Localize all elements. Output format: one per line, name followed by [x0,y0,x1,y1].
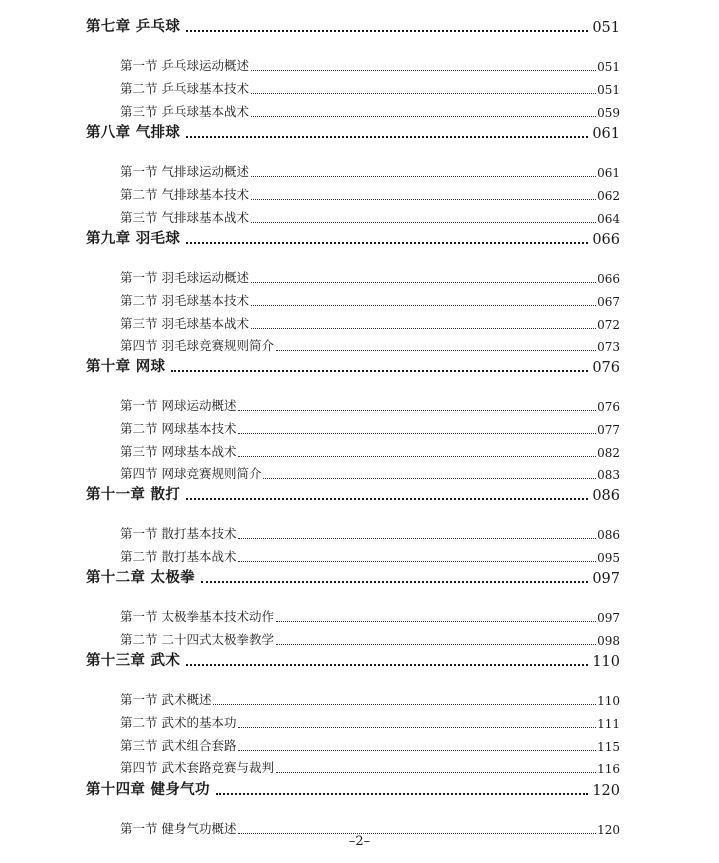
chapter-page-number: 051 [592,20,620,36]
chapter-title: 第八章 气排球 [86,125,181,141]
section-title: 第三节 武术组合套路 [120,737,237,753]
section-page-number: 073 [597,340,620,355]
section-page-number: 086 [597,528,620,542]
section-page-number: 120 [597,823,620,837]
section-entry [120,102,620,120]
section-page-number: 051 [597,60,620,74]
section-page-number: 059 [597,105,620,120]
dot-leader [201,581,588,583]
dot-leader [251,93,596,94]
chapter-page-number: 086 [592,488,620,504]
dot-leader [251,282,596,283]
section-title: 第一节 散打基本技术 [120,526,237,541]
dot-leader [238,727,596,728]
section-entry [120,79,620,97]
chapter-page-number: 110 [592,654,620,670]
chapter-entry [86,352,620,376]
section-entry [120,758,620,776]
section-entry [120,442,620,460]
dot-leader [251,70,596,71]
chapter-entry [86,118,620,142]
dot-leader [186,136,588,138]
section-title: 第二节 武术的基本功 [120,714,237,730]
chapter-page-number: 066 [592,232,620,248]
dot-leader [186,664,588,666]
chapter-entry [86,646,620,670]
chapter-page-number: 120 [592,783,620,799]
section-entry [120,56,620,74]
dot-leader [238,561,596,562]
chapter-title: 第十章 网球 [86,359,166,375]
page-number: –2– [348,834,371,849]
section-page-number: 051 [597,82,620,97]
chapter-title: 第七章 乒乓球 [86,19,181,35]
section-title: 第四节 网球竞赛规则简介 [120,466,262,482]
dot-leader [186,30,588,32]
section-title: 第二节 气排球基本技术 [120,186,249,202]
dot-leader [216,793,589,795]
section-page-number: 061 [597,166,620,180]
section-title: 第三节 网球基本战术 [120,443,237,459]
dot-leader [213,704,596,705]
section-page-number: 111 [597,716,620,731]
section-title: 第二节 羽毛球基本技术 [120,292,249,308]
section-entry [120,690,620,708]
section-title: 第一节 羽毛球运动概述 [120,270,249,285]
chapter-page-number: 097 [592,571,620,587]
section-title: 第四节 羽毛球竞赛规则简介 [120,338,274,354]
dot-leader [251,176,596,177]
section-page-number: 072 [597,317,620,332]
dot-leader [251,199,596,200]
chapter-entry [86,480,620,504]
section-page-number: 077 [597,422,620,437]
dot-leader [276,644,596,645]
section-page-number: 083 [597,468,620,483]
section-title: 第四节 武术套路竞赛与裁判 [120,760,274,776]
section-page-number: 067 [597,294,620,309]
chapter-entry [86,12,620,36]
dot-leader [186,242,588,244]
section-title: 第二节 乒乓球基本技术 [120,80,249,96]
chapter-title: 第九章 羽毛球 [86,231,181,247]
chapter-entry [86,224,620,248]
dot-leader [251,222,596,223]
section-page-number: 076 [597,400,620,414]
section-title: 第一节 气排球运动概述 [120,164,249,179]
section-page-number: 097 [597,611,620,625]
chapter-page-number: 061 [592,126,620,142]
dot-leader [251,328,596,329]
section-page-number: 082 [597,445,620,460]
section-entry [120,713,620,731]
section-title: 第三节 羽毛球基本战术 [120,315,249,331]
section-page-number: 095 [597,550,620,565]
section-page-number: 066 [597,272,620,286]
section-entry [120,208,620,226]
section-entry [120,736,620,754]
section-page-number: 064 [597,211,620,226]
section-entry [120,185,620,203]
chapter-entry [86,563,620,587]
section-page-number: 116 [597,762,620,777]
dot-leader [251,116,596,117]
chapter-title: 第十四章 健身气功 [86,782,210,798]
section-entry [120,314,620,332]
section-entry [120,268,620,286]
section-title: 第二节 二十四式太极拳教学 [120,631,274,647]
section-title: 第一节 健身气功概述 [120,821,237,836]
chapter-title: 第十三章 武术 [86,653,181,669]
section-entry [120,162,620,180]
section-title: 第一节 乒乓球运动概述 [120,58,249,73]
dot-leader [276,772,596,773]
section-entry [120,291,620,309]
section-title: 第三节 乒乓球基本战术 [120,103,249,119]
section-title: 第二节 网球基本技术 [120,420,237,436]
dot-leader [276,621,596,622]
dot-leader [238,433,596,434]
section-page-number: 062 [597,188,620,203]
chapter-page-number: 076 [592,360,620,376]
section-page-number: 110 [597,694,620,708]
dot-leader [238,410,596,411]
section-title: 第三节 气排球基本战术 [120,209,249,225]
section-entry [120,419,620,437]
section-page-number: 098 [597,633,620,648]
section-title: 第二节 散打基本战术 [120,548,237,564]
dot-leader [238,750,596,751]
section-entry [120,396,620,414]
chapter-title: 第十二章 太极拳 [86,570,195,586]
section-title: 第一节 太极拳基本技术动作 [120,609,274,624]
chapter-entry [86,775,620,799]
section-title: 第一节 网球运动概述 [120,398,237,413]
dot-leader [251,305,596,306]
section-entry [120,607,620,625]
section-title: 第一节 武术概述 [120,692,212,707]
dot-leader [171,370,588,372]
chapter-title: 第十一章 散打 [86,487,181,503]
dot-leader [186,498,588,500]
section-entry [120,524,620,542]
section-page-number: 115 [597,739,620,754]
dot-leader [238,456,596,457]
dot-leader [238,538,596,539]
